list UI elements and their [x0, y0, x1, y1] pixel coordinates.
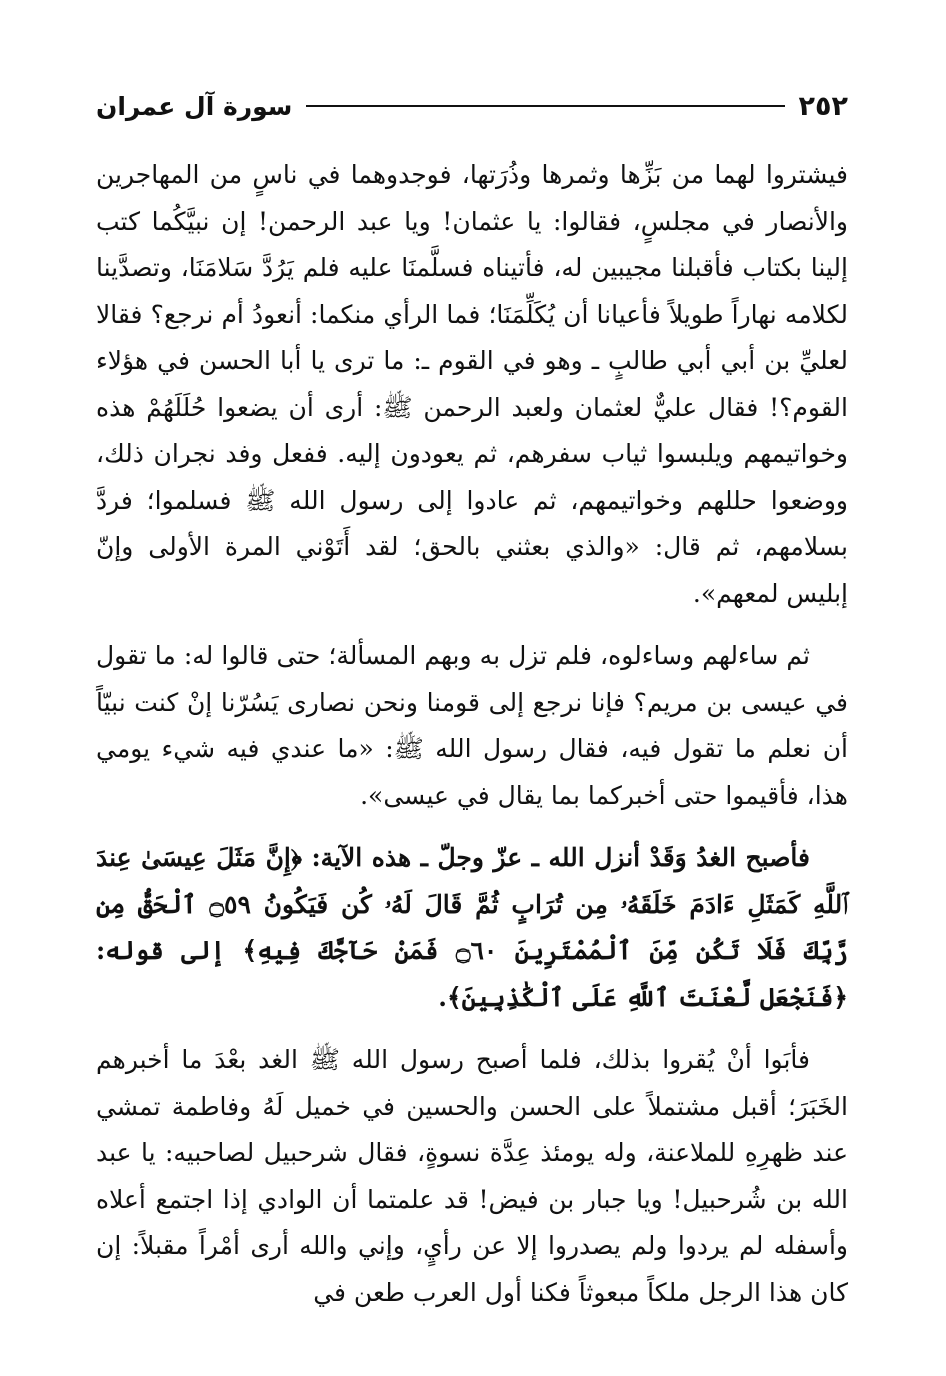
page-body — [96, 152, 848, 1316]
page-number: ٢٥٢ — [798, 90, 848, 122]
paragraph-quran-verse: فأصبح الغدُ وَقَدْ أنزل الله ـ عزّ وجلّ ـ هذه الآية: ﴿إِنَّ مَثَلَ عِيسَىٰ عِندَ ٱللَّهِ كَمَثَلِ ءَادَمَ خَلَقَهُۥ مِن تُرَابٍ ثُمَّ قَالَ لَهُۥ كُن فَيَكُونُ ۝٥٩ ٱلْحَقُّ مِن رَّبِّكَ فَلَا تَكُن مِّنَ ٱلْمُمْتَرِينَ ۝٦٠ فَمَنْ حَآجَّكَ فِيهِ﴾ إلى قوله: ﴿فَنَجْعَل لَّعْنَتَ ٱللَّهِ عَلَى ٱلْكَٰذِبِينَ﴾. — [96, 843, 848, 1012]
page-header — [96, 84, 848, 128]
paragraph: فيشتروا لهما من بَزِّها وثمرها وذُرَتها، فوجدوهما في ناسٍ من المهاجرين والأنصار في مجلسٍ، فقالوا: يا عثمان! ويا عبد الرحمن! إن نبيَّكُما كتب إلينا بكتاب فأقبلنا مجيبين له، فأتيناه فسلَّمنَا عليه فلم يَرُدَّ سَلامَنَا، وتصدَّينا لكلامه نهاراً طويلاً فأعيانا أن يُكَلِّمَنَا؛ فما الرأي منكما: أنعودُ أم نرجع؟ فقالا لعليِّ بن أبي أبي طالبٍ ـ وهو في القوم ـ: ما ترى يا أبا الحسن في هؤلاء القوم؟! فقال عليٌّ لعثمان ولعبد الرحمن ﷺ: أرى أن يضعوا حُلَلَهُمْ هذه وخواتيمهم ويلبسوا ثياب سفرهم، ثم يعودون إليه. ففعل وفد نجران ذلك، ووضعوا حللهم وخواتيمهم، ثم عادوا إلى رسول الله ﷺ فسلموا؛ فردَّ بسلامهم، ثم قال: «والذي بعثني بالحق؛ لقد أَتَوْني المرة الأولى وإنّ إبليس لمعهم». — [96, 160, 848, 608]
paragraph: ثم ساءلهم وساءلوه، فلم تزل به وبهم المسألة؛ حتى قالوا له: ما تقول في عيسى بن مريم؟ فإنا نرجع إلى قومنا ونحن نصارى يَسُرّنا إنْ كنت نبيّاً أن نعلم ما تقول فيه، فقال رسول الله ﷺ: «ما عندي فيه شيء يومي هذا، فأقيموا حتى أخبركما بما يقال في عيسى». — [96, 641, 848, 810]
header-rule — [306, 105, 784, 107]
running-title: سورة آل عمران — [96, 91, 293, 121]
paragraph: فأبَوا أنْ يُقروا بذلك، فلما أصبح رسول الله ﷺ الغد بعْدَ ما أخبرهم الخَبَرَ؛ أقبل مشتملاً على الحسن والحسين في خميل لَهُ وفاطمة تمشي عند ظهرِهِ للملاعنة، وله يومئذ عِدَّة نسوةٍ، فقال شرحبيل لصاحبيه: يا عبد الله بن شُرحبيل! ويا جبار بن فيض! قد علمتما أن الوادي إذا اجتمع أعلاه وأسفله لم يردوا ولم يصدروا إلا عن رأيٍ، وإني والله أرى أمْراً مقبلاً: إن كان هذا الرجل ملكاً مبعوثاً فكنا أول العرب طعن في — [96, 1045, 848, 1307]
